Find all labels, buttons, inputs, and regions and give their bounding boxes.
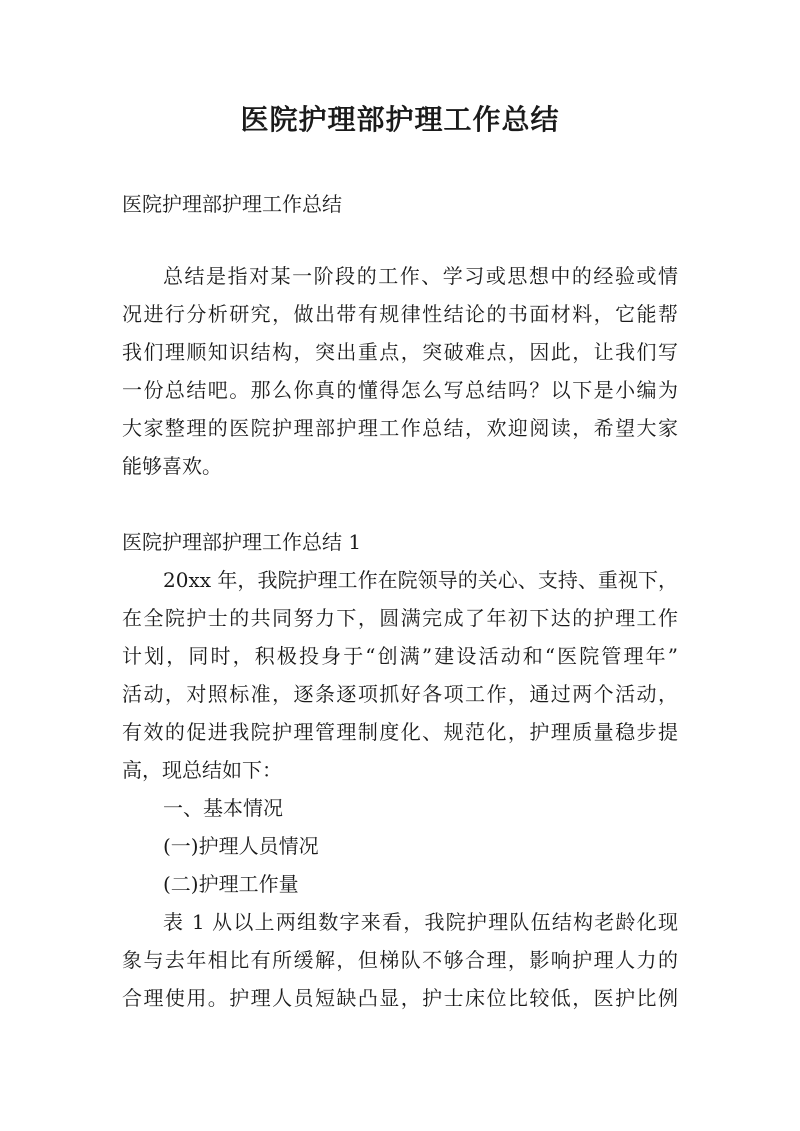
final-paragraph-line: 表 1 从以上两组数字来看，我院护理队伍结构老龄化现 bbox=[163, 910, 678, 934]
sub-heading-staff: (一)护理人员情况 bbox=[163, 834, 319, 858]
final-paragraph-line: 合理使用。护理人员短缺凸显，护士床位比较低，医护比例 bbox=[122, 986, 678, 1010]
section-paragraph-line: 20xx 年，我院护理工作在院领导的关心、支持、重视下， bbox=[163, 568, 678, 592]
document-title: 医院护理部护理工作总结 bbox=[240, 103, 560, 136]
basic-info-heading: 一、基本情况 bbox=[163, 796, 283, 820]
section-paragraph-line: 活动，对照标准，逐条逐项抓好各项工作，通过两个活动， bbox=[122, 682, 678, 706]
section-paragraph-line: 有效的促进我院护理管理制度化、规范化，护理质量稳步提 bbox=[122, 720, 678, 744]
intro-paragraph-line: 总结是指对某一阶段的工作、学习或思想中的经验或情 bbox=[163, 264, 678, 288]
intro-paragraph-line: 一份总结吧。那么你真的懂得怎么写总结吗？以下是小编为 bbox=[122, 378, 678, 402]
document-subtitle: 医院护理部护理工作总结 bbox=[122, 192, 342, 216]
section-heading: 医院护理部护理工作总结 1 bbox=[122, 530, 362, 554]
intro-paragraph-line: 我们理顺知识结构，突出重点，突破难点，因此，让我们写 bbox=[122, 340, 678, 364]
section-paragraph-line: 计划，同时，积极投身于“创满”建设活动和“医院管理年” bbox=[122, 644, 678, 668]
sub-heading-workload: (二)护理工作量 bbox=[163, 872, 299, 896]
final-paragraph-line: 象与去年相比有所缓解，但梯队不够合理，影响护理人力的 bbox=[122, 948, 678, 972]
intro-paragraph-line: 况进行分析研究，做出带有规律性结论的书面材料，它能帮 bbox=[122, 302, 678, 326]
intro-paragraph-line: 大家整理的医院护理部护理工作总结，欢迎阅读，希望大家 bbox=[122, 416, 678, 440]
intro-paragraph-line: 能够喜欢。 bbox=[122, 454, 222, 478]
section-paragraph-line: 高，现总结如下： bbox=[122, 758, 282, 782]
section-paragraph-line: 在全院护士的共同努力下，圆满完成了年初下达的护理工作 bbox=[122, 606, 678, 630]
